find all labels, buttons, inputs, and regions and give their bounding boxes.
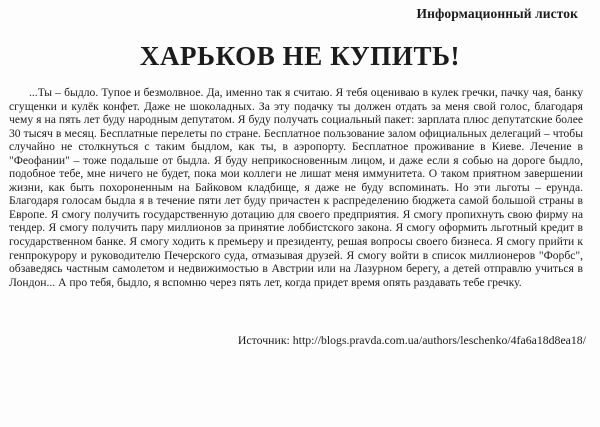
- body-paragraph: ...Ты – быдло. Тупое и безмолвное. Да, именно так я считаю. Я тебя оцениваю в кулек гречки, пачку чая, банку сгущенки и кулёк конфет. Даже не шоколадных. За эту подачку ты должен отдать за меня свой голос, благодаря чему я на пять лет буду народным депутатом. Я буду получать социальный пакет: зарплата плюс депутатские более 30 тысяч в месяц. Бесплатные перелеты по стране. Бесплатное пользование залом официальных делегаций – чтобы случайно не столкнуться с таким быдлом, как ты, в аэропорту. Бесплатное проживание в Киеве. Лечение в "Феофании" – тоже подальше от быдла. Я буду неприкосновенным лицом, и даже если я собью на дороге быдло, подобное тебе, мне ничего не будет, пока мои коллеги не лишат меня иммунитета. О таком приятном завершении жизни, как быть похороненным на Байковом кладбище, я даже не буду вспоминать. Но эти льготы – ерунда. Благодаря голосам быдла я в течение пяти лет буду причастен к распределению бюджета самой большой страны в Европе. Я смогу получить государственную дотацию для своего предприятия. Я смогу пропихнуть свою фирму на тендер. Я смогу получить пару миллионов за принятие лоббистского закона. Я смогу оформить льготный кредит в государственном банке. Я смогу ходить к премьеру и президенту, решая вопросы своего бизнеса. Я смогу прийти к генпрокурору и руководителю Печерского суда, отмазывая друзей. Я смогу войти в список миллионеров "Форбс", обзаведясь частным самолетом и недвижимостью в Австрии или на Лазурном берегу, а детей отправлю учиться в Лондон... А про тебя, быдло, я вспомню через пять лет, когда придет время опять раздавать тебе гречку.: [9, 86, 583, 289]
- headline: ХАРЬКОВ НЕ КУПИТЬ!: [139, 41, 461, 71]
- leaflet-type-label: Информационный листок: [416, 6, 578, 21]
- source-label: Источник:: [237, 333, 293, 347]
- source-url: http://blogs.pravda.com.ua/authors/leschenko/4fa6a18d8ea18/: [292, 333, 586, 347]
- source-line: [0, 333, 586, 348]
